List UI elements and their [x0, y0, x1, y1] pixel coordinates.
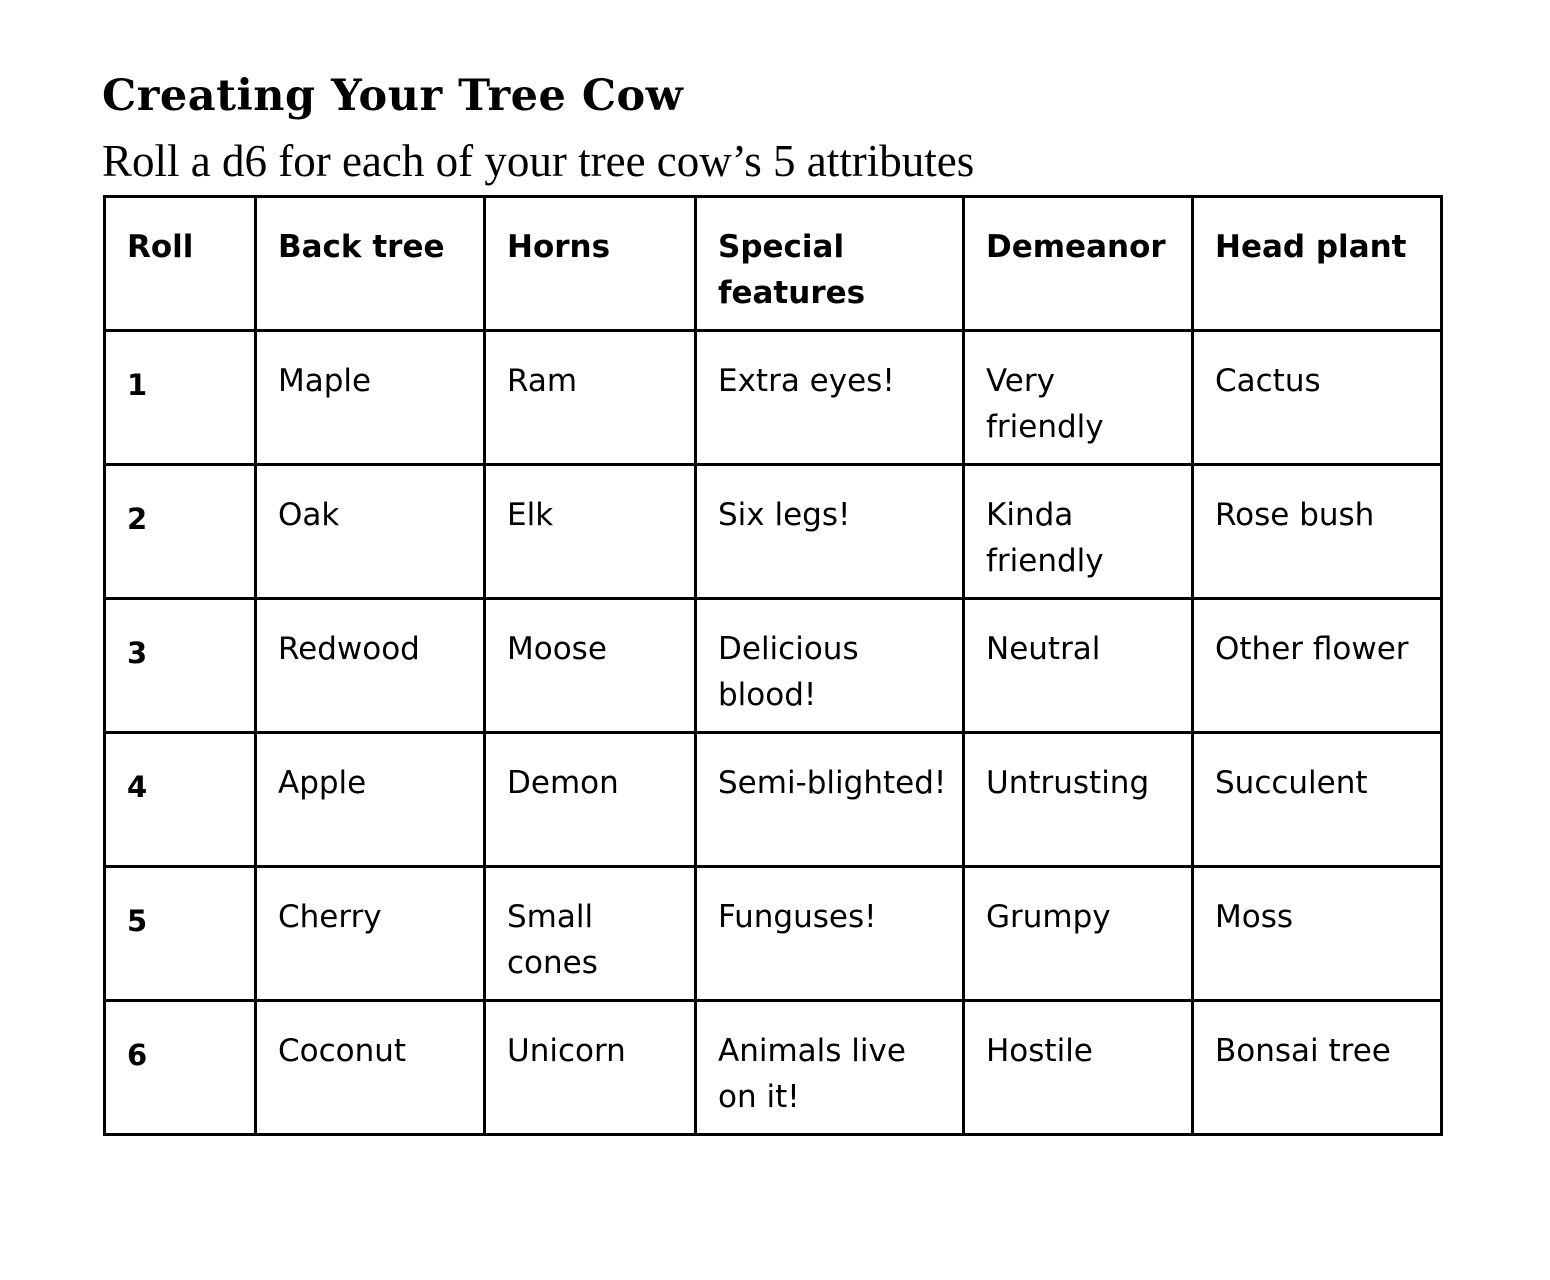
head-plant-cell: Other flower	[1193, 599, 1442, 733]
table-header-row	[105, 197, 1442, 331]
header-demeanor: Demeanor	[964, 197, 1193, 331]
header-back-tree: Back tree	[256, 197, 485, 331]
special-features-cell: Delicious blood!	[696, 599, 964, 733]
roll-cell: 4	[105, 733, 256, 867]
header-head-plant: Head plant	[1193, 197, 1442, 331]
demeanor-cell: Hostile	[964, 1001, 1193, 1135]
roll-table	[103, 195, 1443, 1136]
head-plant-cell: Rose bush	[1193, 465, 1442, 599]
table-row	[105, 465, 1442, 599]
back-tree-cell: Coconut	[256, 1001, 485, 1135]
special-features-cell: Funguses!	[696, 867, 964, 1001]
demeanor-cell: Grumpy	[964, 867, 1193, 1001]
horns-cell: Demon	[485, 733, 696, 867]
table-row	[105, 867, 1442, 1001]
demeanor-cell: Very friendly	[964, 331, 1193, 465]
horns-cell: Small cones	[485, 867, 696, 1001]
back-tree-cell: Maple	[256, 331, 485, 465]
special-features-cell: Six legs!	[696, 465, 964, 599]
horns-cell: Elk	[485, 465, 696, 599]
roll-cell: 3	[105, 599, 256, 733]
back-tree-cell: Cherry	[256, 867, 485, 1001]
header-horns: Horns	[485, 197, 696, 331]
special-features-cell: Extra eyes!	[696, 331, 964, 465]
table-row	[105, 331, 1442, 465]
horns-cell: Ram	[485, 331, 696, 465]
head-plant-cell: Moss	[1193, 867, 1442, 1001]
table-row	[105, 733, 1442, 867]
page-title: Creating Your Tree Cow	[102, 71, 684, 121]
back-tree-cell: Apple	[256, 733, 485, 867]
page-subtitle: Roll a d6 for each of your tree cow’s 5 attributes	[102, 136, 975, 186]
back-tree-cell: Oak	[256, 465, 485, 599]
table-row	[105, 599, 1442, 733]
special-features-cell: Semi-blighted!	[696, 733, 964, 867]
head-plant-cell: Succulent	[1193, 733, 1442, 867]
demeanor-cell: Neutral	[964, 599, 1193, 733]
horns-cell: Unicorn	[485, 1001, 696, 1135]
roll-cell: 6	[105, 1001, 256, 1135]
roll-cell: 5	[105, 867, 256, 1001]
table-row	[105, 1001, 1442, 1135]
header-roll: Roll	[105, 197, 256, 331]
back-tree-cell: Redwood	[256, 599, 485, 733]
head-plant-cell: Bonsai tree	[1193, 1001, 1442, 1135]
horns-cell: Moose	[485, 599, 696, 733]
header-special-features: Special features	[696, 197, 964, 331]
demeanor-cell: Kinda friendly	[964, 465, 1193, 599]
roll-cell: 2	[105, 465, 256, 599]
head-plant-cell: Cactus	[1193, 331, 1442, 465]
roll-cell: 1	[105, 331, 256, 465]
demeanor-cell: Untrusting	[964, 733, 1193, 867]
special-features-cell: Animals live on it!	[696, 1001, 964, 1135]
